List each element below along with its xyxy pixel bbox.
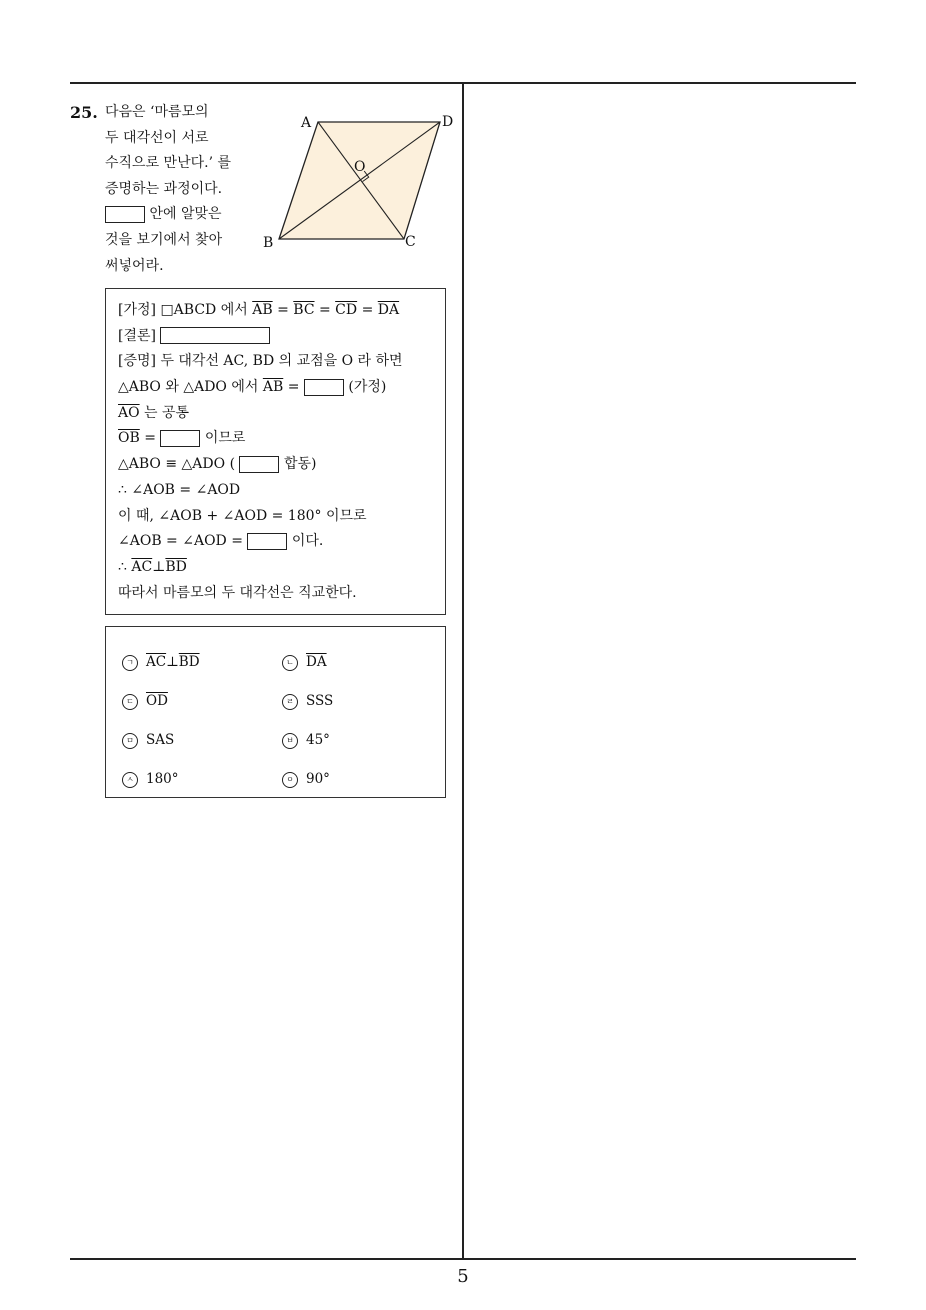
proof-line-12: 따라서 마름모의 두 대각선은 직교한다. <box>118 584 357 601</box>
choice-marker: ㄴ <box>282 655 298 671</box>
segment-da: $\overline{DA}$ <box>377 302 400 318</box>
assumption-tag: [가정] <box>118 302 156 318</box>
segment-ao: $\overline{AO}$ <box>118 404 140 421</box>
choice-marker: ㄷ <box>122 694 138 710</box>
bottom-rule <box>70 1258 856 1260</box>
vertex-label-d: D <box>442 114 454 130</box>
choice-item <box>282 652 327 672</box>
proof-line-8: ∴ ∠AOB = ∠AOD <box>118 481 241 498</box>
equals-sign: = <box>318 302 331 318</box>
choice-marker: ㅁ <box>122 733 138 749</box>
answer-blank <box>105 206 145 223</box>
proof-line-7 <box>118 452 445 478</box>
column-divider <box>462 82 464 1260</box>
equals-sign: = <box>277 302 289 318</box>
proof-line-9: 이 때, ∠AOB + ∠AOD = 180° 이므로 <box>118 507 367 524</box>
choice-text: SAS <box>146 732 175 748</box>
question-stem <box>105 100 265 279</box>
question-number: 25. <box>70 103 98 122</box>
choice-text: SSS <box>306 693 334 709</box>
perpendicular-sign: ⊥ <box>152 558 166 575</box>
proof-text: 이다. <box>291 533 324 550</box>
stem-line: 다음은 ‘마름모의 <box>105 104 209 120</box>
segment-bd: $\overline{BD}$ <box>165 558 187 575</box>
vertex-label-a: A <box>301 115 312 131</box>
choice-item <box>122 652 200 672</box>
stem-line: 두 대각선이 서로 <box>105 129 209 146</box>
rhombus-figure <box>255 105 465 255</box>
choice-marker: ㄱ <box>122 655 138 671</box>
choice-item <box>122 691 168 711</box>
proof-start-text: 두 대각선 AC, BD 의 교점을 O 라 하면 <box>160 353 403 370</box>
proof-assumption <box>118 298 445 324</box>
proof-line-11 <box>118 555 445 581</box>
proof-line-4 <box>118 375 445 401</box>
vertex-label-c: C <box>405 234 416 250</box>
answer-blank <box>160 430 200 447</box>
choice-text: $\overline{BD}$ <box>178 654 200 670</box>
choice-text: 45° <box>306 732 330 748</box>
segment-ac: $\overline{AC}$ <box>131 558 153 575</box>
proof-tag: [증명] <box>118 353 156 370</box>
choice-marker: ㅂ <box>282 733 298 749</box>
therefore-sign: ∴ <box>118 558 127 575</box>
segment-bc: $\overline{BC}$ <box>293 302 315 318</box>
answer-blank <box>247 533 287 550</box>
proof-line-5 <box>118 401 445 427</box>
choices-box <box>105 626 446 798</box>
vertex-label-b: B <box>263 235 274 251</box>
proof-line-10 <box>118 529 445 555</box>
proof-text: △ABO ≡ △ADO ( <box>118 456 236 473</box>
choice-text: $\overline{AC}$ <box>146 654 167 670</box>
vertex-label-o: O <box>354 159 366 175</box>
conclusion-tag: [결론] <box>118 327 156 344</box>
proof-conclusion <box>118 324 445 350</box>
choice-text: 180° <box>146 771 179 787</box>
equals-sign: = <box>287 379 300 396</box>
choice-item <box>282 730 330 750</box>
proof-text: △ABO 와 △ADO 에서 <box>118 379 259 396</box>
equals-sign: = <box>144 430 156 447</box>
segment-ab: $\overline{AB}$ <box>252 302 273 318</box>
choice-marker: ㅇ <box>282 772 298 788</box>
segment-ab: $\overline{AB}$ <box>262 379 284 396</box>
proof-box <box>105 288 446 615</box>
answer-blank <box>304 379 344 396</box>
choice-marker: ㄹ <box>282 694 298 710</box>
stem-line: 증명하는 과정이다. <box>105 180 223 197</box>
proof-text: 합동) <box>283 456 317 473</box>
choice-item <box>282 691 333 711</box>
choice-item <box>122 769 179 789</box>
page-number: 5 <box>457 1266 469 1287</box>
choice-text: ⊥ <box>166 654 179 670</box>
choice-item <box>122 730 174 750</box>
proof-text: 는 공통 <box>144 404 190 421</box>
segment-cd: $\overline{CD}$ <box>335 302 358 318</box>
proof-text: (가정) <box>348 379 387 396</box>
segment-ob: $\overline{OB}$ <box>118 430 140 447</box>
equals-sign: = <box>361 302 374 318</box>
stem-line <box>105 202 265 228</box>
proof-text: ∠AOB = ∠AOD = <box>118 533 243 550</box>
assumption-text: □ABCD 에서 <box>160 302 248 318</box>
stem-line: 수직으로 만난다.’ 를 <box>105 155 231 172</box>
conclusion-blank <box>160 327 270 344</box>
stem-blank-suffix: 안에 알맞은 <box>149 206 222 223</box>
choice-marker: ㅅ <box>122 772 138 788</box>
proof-start <box>118 349 445 375</box>
proof-line-6 <box>118 426 445 452</box>
answer-blank <box>239 456 279 473</box>
proof-text: 이므로 <box>204 430 246 447</box>
choice-text: $\overline{OD}$ <box>146 693 168 709</box>
stem-line: 것을 보기에서 찾아 <box>105 231 223 248</box>
choice-text: $\overline{DA}$ <box>306 654 327 670</box>
choice-text: 90° <box>306 771 330 787</box>
stem-line: 써넣어라. <box>105 257 164 274</box>
choice-item <box>282 769 330 789</box>
